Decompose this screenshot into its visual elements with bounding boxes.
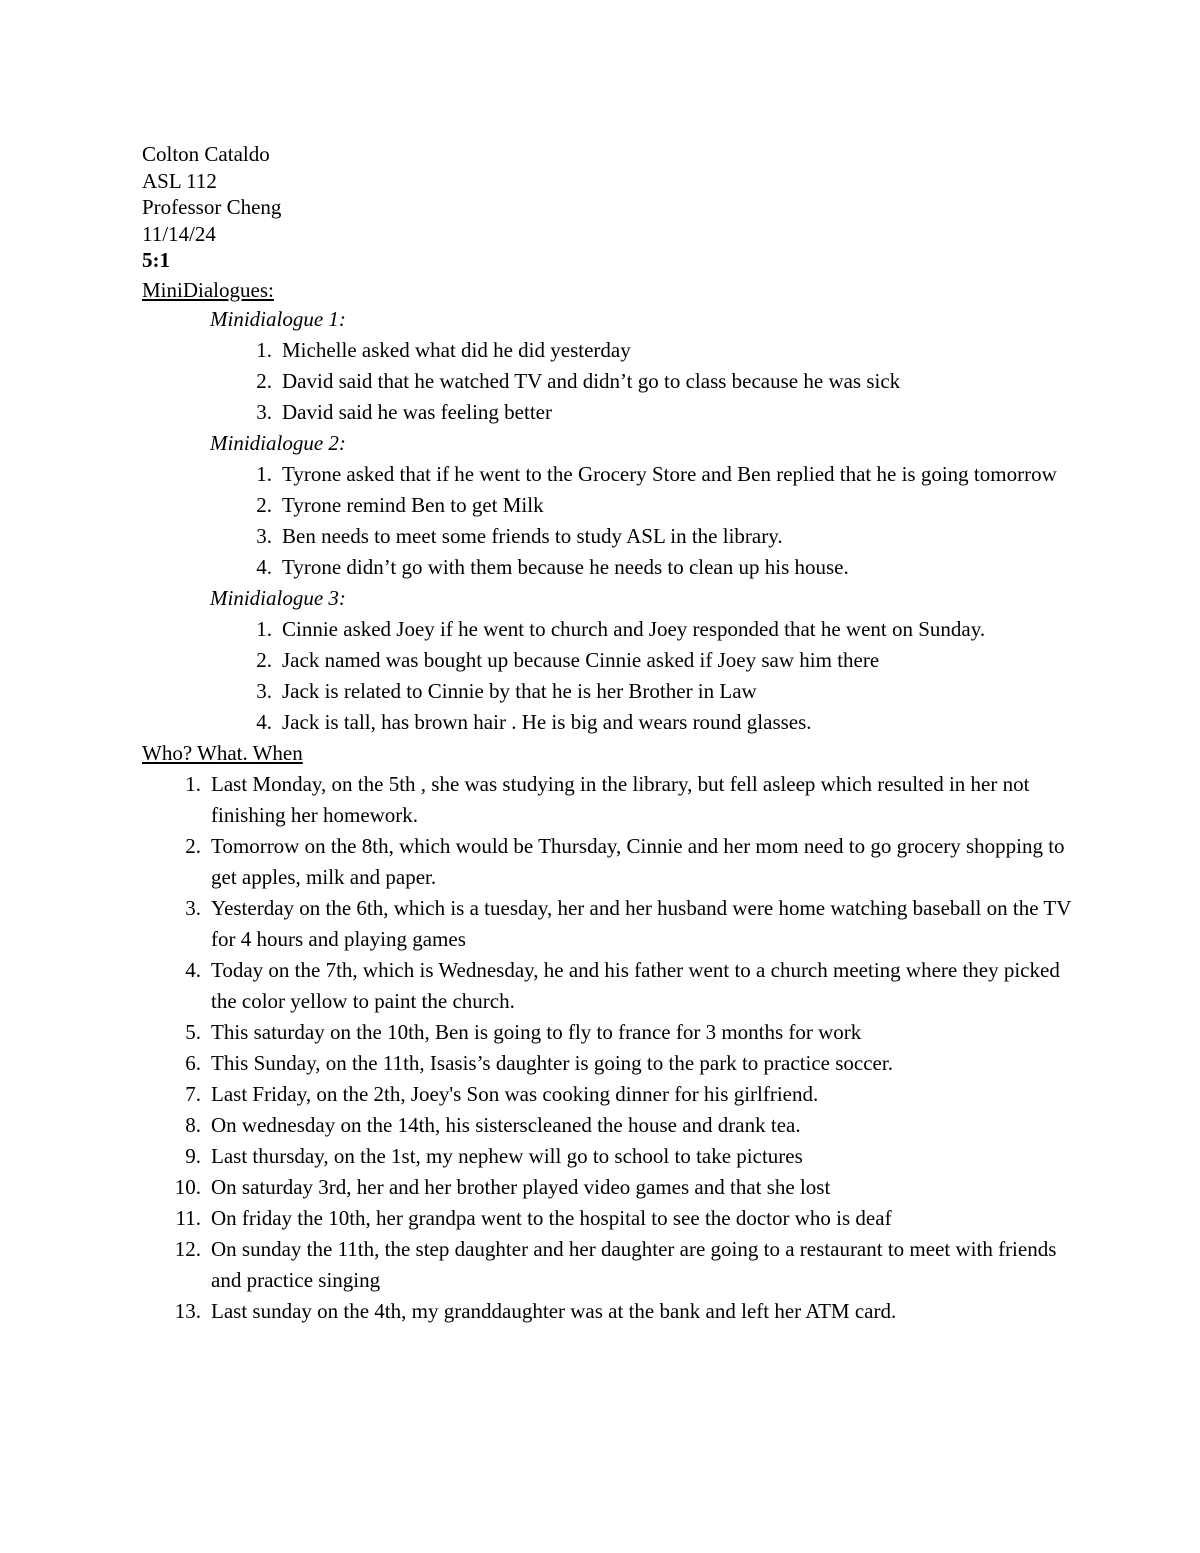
minidialogue-3-title: Minidialogue 3:: [210, 585, 346, 610]
list-item: 1. Cinnie asked Joey if he went to church and Joey responded that he went on Sunday.: [256, 617, 986, 642]
list-item: 12. On sunday the 11th, the step daughter and her daughter are going to a restaurant to meet with friends and practice singing: [174, 1237, 1057, 1293]
list-item: 7. Last Friday, on the 2th, Joey's Son was cooking dinner for his girlfriend.: [185, 1082, 819, 1107]
list-item: 6. This Sunday, on the 11th, Isasis’s daughter is going to the park to practice soccer.: [185, 1051, 893, 1076]
course-name: ASL 112: [142, 168, 217, 193]
minidialogue-3-list: [256, 614, 1072, 738]
list-item: 4. Jack is tall, has brown hair . He is big and wears round glasses.: [256, 710, 812, 735]
list-item: 2. Jack named was bought up because Cinnie asked if Joey saw him there: [256, 648, 880, 673]
student-name: Colton Cataldo: [142, 142, 270, 166]
list-item: 1. Last Monday, on the 5th , she was studying in the library, but fell asleep which resulted in her not finishing her homework.: [185, 772, 1030, 828]
list-item: 4. Tyrone didn’t go with them because he needs to clean up his house.: [256, 554, 849, 579]
minidialogue-2-list: [256, 459, 1072, 583]
list-item: 4. Today on the 7th, which is Wednesday, he and his father went to a church meeting where they picked the color yellow to paint the church.: [185, 958, 1060, 1014]
minidialogue-1-title: Minidialogue 1:: [210, 306, 346, 331]
list-item: 13. Last sunday on the 4th, my granddaughter was at the bank and left her ATM card.: [174, 1299, 897, 1324]
list-item: 9. Last thursday, on the 1st, my nephew will go to school to take pictures: [185, 1144, 803, 1169]
professor-name: Professor Cheng: [142, 195, 282, 220]
document-body: [142, 141, 1072, 1327]
section-number: 5:1: [142, 248, 170, 273]
who-what-when-heading: Who? What. When: [142, 741, 303, 766]
list-item: 1. Tyrone asked that if he went to the Grocery Store and Ben replied that he is going tomorrow: [256, 461, 1057, 486]
assignment-date: 11/14/24: [142, 221, 216, 246]
list-item: 3. Ben needs to meet some friends to study ASL in the library.: [256, 523, 783, 548]
list-item: 2. Tyrone remind Ben to get Milk: [256, 492, 544, 517]
list-item: 8. On wednesday on the 14th, his sisterscleaned the house and drank tea.: [185, 1113, 801, 1138]
list-item: 3. Yesterday on the 6th, which is a tuesday, her and her husband were home watching baseball on the TV for 4 hours and playing games: [185, 896, 1072, 952]
list-item: 2. David said that he watched TV and didn’t go to class because he was sick: [256, 368, 901, 393]
list-item: 3. Jack is related to Cinnie by that he is her Brother in Law: [256, 679, 757, 704]
list-item: 1. Michelle asked what did he did yesterday: [256, 337, 631, 362]
minidialogue-1-list: [256, 335, 1072, 428]
who-what-when-list: [174, 769, 1072, 1327]
list-item: 3. David said he was feeling better: [256, 399, 552, 424]
minidialogues-heading: MiniDialogues:: [142, 277, 274, 302]
minidialogue-2-title: Minidialogue 2:: [210, 430, 346, 455]
list-item: 11. On friday the 10th, her grandpa went to the hospital to see the doctor who is deaf: [175, 1206, 892, 1231]
list-item: 10. On saturday 3rd, her and her brother played video games and that she lost: [174, 1175, 831, 1200]
list-item: 5. This saturday on the 10th, Ben is going to fly to france for 3 months for work: [185, 1020, 862, 1045]
list-item: 2. Tomorrow on the 8th, which would be Thursday, Cinnie and her mom need to go grocery shopping to get apples, milk and paper.: [185, 834, 1065, 890]
